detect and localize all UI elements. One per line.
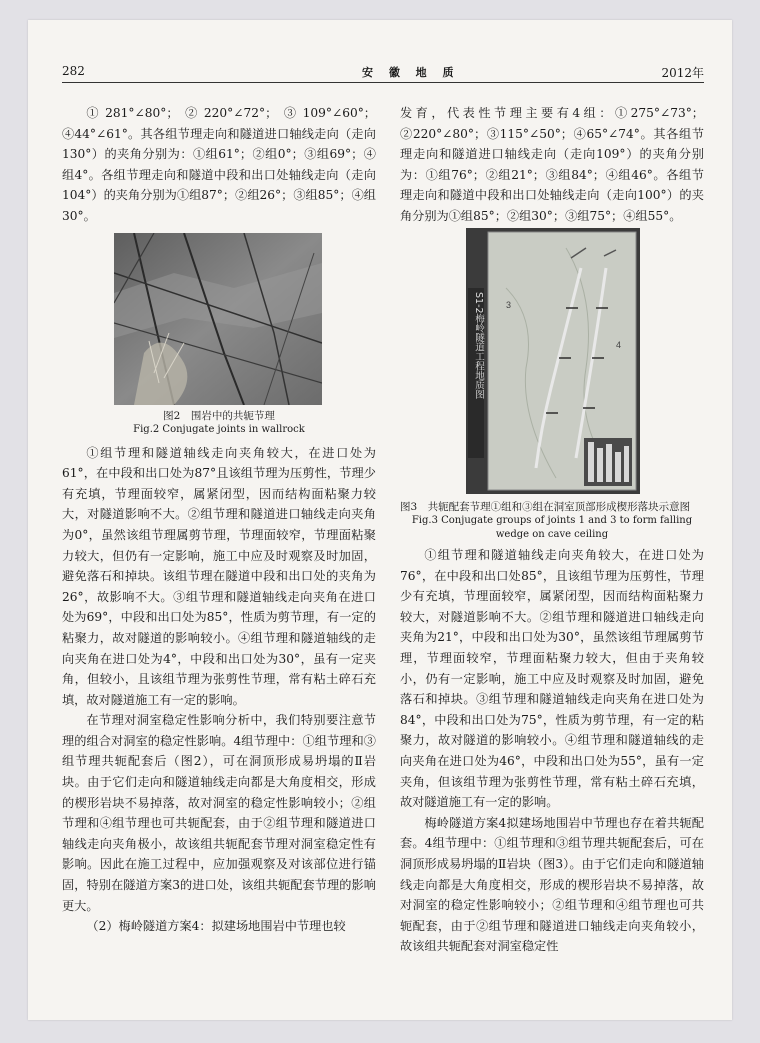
figure-2-caption [62,409,376,437]
caption-chinese: 图2 围岩中的共轭节理 [163,409,275,422]
running-header [62,60,704,82]
left-column [62,103,376,937]
caption-chinese: 图3 共轭配套节理①组和③组在洞室顶部形成楔形落块示意图 [400,501,691,513]
figure-3-side-title: S1-2梅岭隧道工程地质图 [473,292,484,400]
page-number: 282 [62,64,85,78]
figure-3-map [466,228,640,494]
caption-english: Fig.2 Conjugate joints in wallrock [133,423,305,435]
paragraph: （2）梅岭隧道方案4：拟建场地围岩中节理也较 [86,919,346,934]
svg-text:4: 4 [616,340,622,350]
paragraph: 梅岭隧道方案4拟建场地围岩中节理也存在着共轭配套。4组节理中：①组节理和③组节理共轭配套后，可在洞顶形成易坍塌的Ⅱ岩块（图3）。由于它们走向和隧道轴线走向都是大角度相交，形成的楔形岩块不易掉落，故对洞室的稳定性影响较小；②组节理和④组节理也可共轭配套，由于②组节理和隧道进口轴线走向夹角较小，故该组共轭配套对洞室稳定性 [400,815,704,954]
paragraph: ①组节理和隧道轴线走向夹角较大，在进口处为76°，在中段和出口处85°，且该组节理为压剪性，节理少有充填，节理面较窄，属紧闭型，因而结构面粘聚力较大，对隧道影响不大。②组节理和隧道进口轴线走向夹角为21°，中段和出口处为30°，虽然该组节理属剪节理，节理面较窄，节理面粘聚力较大，但由于夹角较小，仍有一定影响，施工中应及时观察及时加固，避免落石和掉块。③组节理和隧道轴线走向夹角在进口处为84°，中段和出口处为75°，性质为剪节理，有一定的粘聚力，故对隧道的影响较小。④组节理和隧道轴线的走向夹角在进口处为46°，中段和出口处为55°，虽有一定夹角，但该组节理为张剪性节理，常有粘土碎石充填，故对隧道施工有一定的影响。 [400,548,704,810]
paragraph: ①281°∠80°；②220°∠72°；③109°∠60°；④44°∠61°。其各组节理走向和隧道进口轴线走向（走向130°）的夹角分别为：①组61°；②组0°；③组69°；④组4°。各组节理走向和隧道中段和出口处轴线走向（走向104°）的夹角分别为①组87°；②组26°；③组85°；④组30°。 [62,106,376,223]
right-column-top [400,103,704,227]
caption-english: Fig.3 Conjugate groups of joints 1 and 3 to form falling wedge on cave ceiling [411,515,693,540]
figure-3-caption [400,500,704,542]
journal-title: 安 徽 地 质 [362,66,460,79]
svg-text:3: 3 [506,300,512,310]
right-column-bottom [400,545,704,957]
figure-2-photo [114,233,322,405]
paragraph: ①组节理和隧道轴线走向夹角较大，在进口处为61°，在中段和出口处为87°且该组节理为压剪性，节理少有充填，节理面较窄，属紧闭型，因而结构面粘聚力较大，对隧道影响不大。②组节理和隧道进口轴线走向夹角为0°，虽然该组节理属剪节理，节理面较窄，节理面粘聚力较大，但仍有一定影响，施工中应及时观察及时加固，避免落石和掉块。该组节理在隧道中段和出口处的夹角为26°，故影响不大。③组节理和隧道轴线走向夹角在进口处为69°，中段和出口处为85°，性质为剪节理，有一定的粘聚力，故对隧道的影响较小。④组节理和隧道轴线的走向夹角在进口处为4°，中段和出口处为30°，虽有一定夹角，但较小，且该组节理为张剪性节理，常有粘土碎石充填，故对隧道施工有一定的影响。 [62,445,376,707]
header-rule [62,82,704,83]
paragraph: 发育，代表性节理主要有4组：①275°∠73°；②220°∠80°；③115°∠50°；④65°∠74°。其各组节理走向和隧道进口轴线走向（走向109°）的夹角分别为：①组76°；②组21°；③组84°；④组46°。各组节理走向和隧道中段和出口处轴线走向（走向100°）的夹角分别为①组85°；②组30°；③组75°；④组55°。 [400,106,704,223]
paragraph: 在节理对洞室稳定性影响分析中，我们特别要注意节理的组合对洞室的稳定性影响。4组节理中：①组节理和③组节理共轭配套后（图2），可在洞顶形成易坍塌的Ⅱ岩块。由于它们走向和隧道轴线走向都是大角度相交，形成的楔形岩块不易掉落，故对洞室的稳定性影响较小；②组节理和④组节理也可共轭配套，由于②组节理和隧道进口轴线走向夹角极小，故该组共轭配套节理对洞室稳定性有影响。因此在施工过程中，应加强观察及对该部位进行锚固，特别在隧道方案3的进口处，该组共轭配套节理的影响更大。 [62,713,376,913]
header-year: 2012年 [661,66,704,80]
